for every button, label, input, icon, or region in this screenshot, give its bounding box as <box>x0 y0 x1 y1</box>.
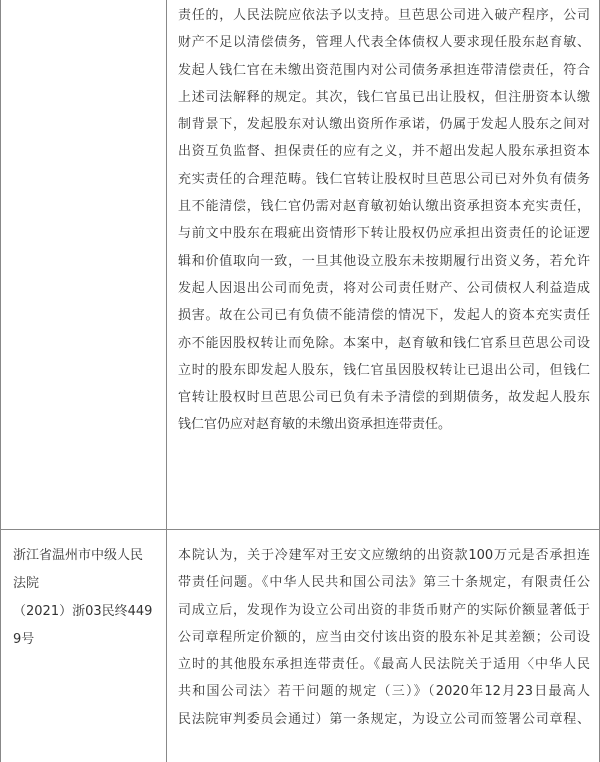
text-line: 亦不能因股权转让而免除。本案中，赵育敏和钱仁官系旦芭思公司设 <box>178 335 590 351</box>
text-line: 本院认为，关于冷建军对王安文应缴纳的出资款100万元是否承担连 <box>178 548 590 563</box>
text-line: 带责任问题。《中华人民共和国公司法》第三十条规定，有限责任公 <box>178 575 590 591</box>
row-1-judgment-text <box>178 2 590 439</box>
case-number-line: 9号 <box>13 632 35 647</box>
text-line: 钱仁官仍应对赵育敏的未缴出资承担连带责任。 <box>178 417 452 433</box>
text-line: 出资互负监督、担保责任的应有之义，并不超出发起人股东承担资本 <box>178 144 590 160</box>
text-line: 财产不足以清偿债务，管理人代表全体债权人要求现任股东赵育敏、 <box>178 35 590 51</box>
text-line: 司成立后，发现作为设立公司出资的非货币财产的实际价额显著低于 <box>178 602 590 618</box>
court-name-line: 法院 <box>13 576 40 591</box>
text-line: 上述司法解释的规定。其次，钱仁官虽已出让股权，但注册资本认缴 <box>178 89 590 105</box>
text-line: 损害。故在公司已有负债不能清偿的情况下，发起人的资本充实责任 <box>178 308 590 324</box>
table-border-left <box>0 0 1 762</box>
court-name-line: 浙江省温州市中级人民 <box>13 548 144 563</box>
text-line: 且不能清偿，钱仁官仍需对赵育敏初始认缴出资承担资本充实责任， <box>178 199 590 215</box>
text-line: 与前文中股东在瑕疵出资情形下转让股权仍应承担出资责任的论证逻 <box>178 226 590 242</box>
text-line: 发起人钱仁官在未缴出资范围内对公司债务承担连带清偿责任，符合 <box>178 62 590 78</box>
table-row-divider <box>0 529 600 530</box>
text-line: 发起人因退出公司而免责，将对公司责任财产、公司债权人利益造成 <box>178 280 590 296</box>
text-line: 辑和价值取向一致，一旦其他设立股东未按期履行出资义务，若允许 <box>178 253 590 269</box>
text-line: 共和国公司法〉若干问题的规定（三）》（2020年12月23日最高人 <box>178 684 590 700</box>
text-line: 立时的股东即发起人股东，钱仁官虽因股权转让已退出公司，但钱仁 <box>178 362 590 378</box>
text-line: 责任的，人民法院应依法予以支持。旦芭思公司进入破产程序，公司 <box>178 8 590 23</box>
text-line: 官转让股权时旦芭思公司已负有未予清偿的到期债务，故发起人股东 <box>178 390 590 406</box>
table-column-divider <box>166 0 167 762</box>
text-line: 公司章程所定价额的，应当由交付该出资的股东补足其差额；公司设 <box>178 629 590 645</box>
case-number-line: （2021）浙03民终449 <box>13 604 153 619</box>
text-line: 立时的其他股东承担连带责任。《最高人民法院关于适用〈中华人民 <box>178 657 590 673</box>
row-2-judgment-text <box>178 542 590 733</box>
text-line: 充实责任的合理范畴。钱仁官转让股权时旦芭思公司已对外负有债务 <box>178 171 590 187</box>
text-line: 民法院审判委员会通过）第一条规定，为设立公司而签署公司章程、 <box>178 711 590 727</box>
text-line: 制背景下，发起股东对认缴出资所作承诺，仍属于发起人股东之间对 <box>178 117 590 133</box>
row-2-court-cell <box>13 542 163 654</box>
